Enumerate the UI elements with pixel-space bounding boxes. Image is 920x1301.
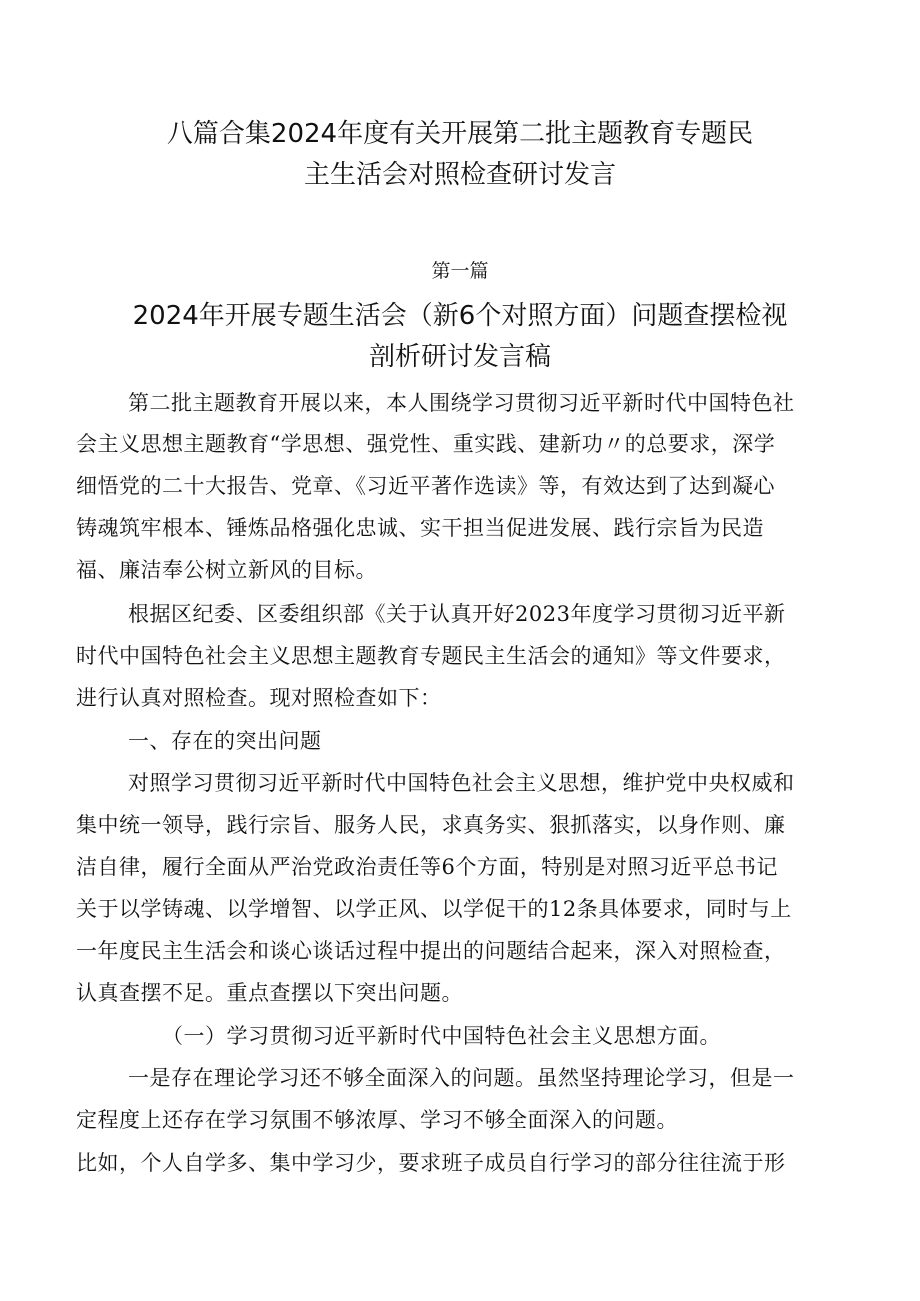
body-line: 进行认真对照检查。现对照检查如下： [76, 686, 442, 710]
body-line: 集中统一领导，践行宗旨、服务人民，求真务实、狠抓落实，以身作则、廉 [76, 813, 786, 837]
body-line: （一）学习贯彻习近平新时代中国特色社会主义思想方面。 [162, 1024, 721, 1048]
body-line: 洁自律，履行全面从严治党政治责任等6个方面，特别是对照习近平总书记 [76, 855, 778, 879]
body-line: 认真查摆不足。重点查摆以下突出问题。 [76, 981, 463, 1005]
main-title-line-1: 八篇合集2024年度有关开展第二批主题教育专题民 [166, 119, 754, 149]
body-line: 一年度民主生活会和谈心谈话过程中提出的问题结合起来，深入对照检查， [76, 939, 786, 963]
body-line: 细悟党的二十大报告、党章、《习近平著作选读》等，有效达到了达到凝心 [76, 474, 775, 498]
section-title-line-2: 剖析研讨发言稿 [368, 342, 551, 372]
body-line: 会主义思想主题教育“学思想、强党性、重实践、建新功〃的总要求，深学 [76, 432, 776, 456]
body-line: 一、存在的突出问题 [128, 729, 322, 753]
body-line: 第二批主题教育开展以来，本人围绕学习贯彻习近平新时代中国特色社 [128, 391, 795, 415]
body-line: 对照学习贯彻习近平新时代中国特色社会主义思想，维护党中央权威和 [128, 771, 795, 795]
section-label: 第一篇 [431, 260, 489, 282]
body-line: 关于以学铸魂、以学增智、以学正风、以学促干的12条具体要求，同时与上 [76, 897, 792, 921]
body-line: 时代中国特色社会主义思想主题教育专题民主生活会的通知》等文件要求， [76, 644, 786, 668]
section-title-line-1: 2024年开展专题生活会（新6个对照方面）问题查摆检视 [132, 301, 788, 331]
body-line: 比如，个人自学多、集中学习少，要求班子成员自行学习的部分往往流于形 [76, 1151, 786, 1175]
main-title-line-2: 主生活会对照检查研讨发言 [303, 160, 616, 190]
body-line: 福、廉洁奉公树立新风的目标。 [76, 558, 377, 582]
body-line: 根据区纪委、区委组织部《关于认真开好2023年度学习贯彻习近平新 [128, 602, 786, 626]
body-line: 一是存在理论学习还不够全面深入的问题。虽然坚持理论学习，但是一 [128, 1066, 795, 1090]
body-line: 定程度上还存在学习氛围不够浓厚、学习不够全面深入的问题。 [76, 1108, 678, 1132]
body-line: 铸魂筑牢根本、锤炼品格强化忠诚、实干担当促进发展、践行宗旨为民造 [76, 516, 764, 540]
